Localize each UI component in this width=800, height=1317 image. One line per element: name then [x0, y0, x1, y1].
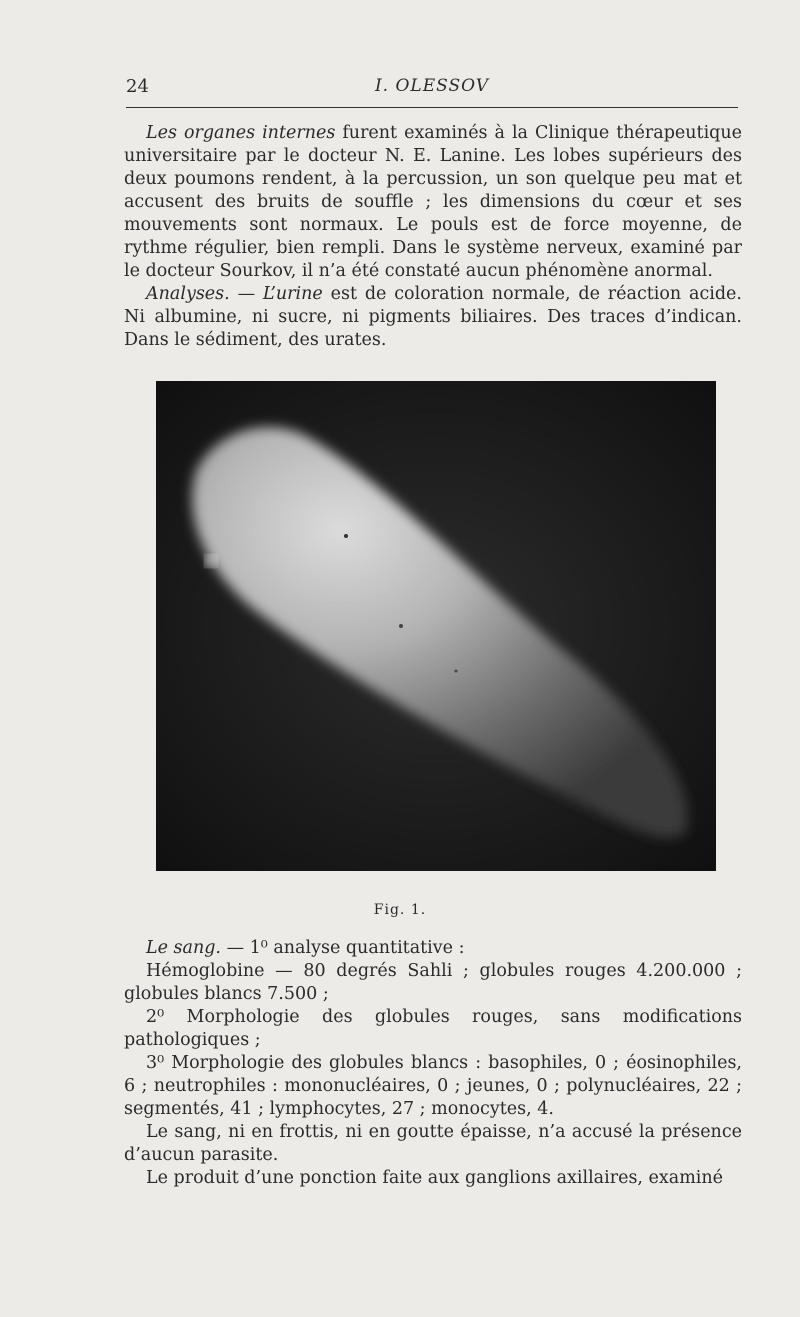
page-header — [126, 72, 738, 108]
italic-lead: Analyses. — [146, 284, 230, 304]
text-block-bottom — [124, 937, 742, 1190]
italic-lead: L’urine — [262, 284, 323, 304]
figure-photograph — [156, 381, 716, 871]
paragraph-white-cells: 3⁰ Morphologie des globules blancs : basophiles, 0 ; éosinophiles, 6 ; neutrophiles : mononucléaires, 0 ; jeunes, 0 ; polynucléaires, 22 ; segmentés, 41 ; lymphocytes, 27 ; monocytes, 4. — [124, 1053, 742, 1119]
paragraph-puncture: Le produit d’une ponction faite aux ganglions axillaires, examiné — [146, 1168, 724, 1188]
italic-lead: Les organes internes — [146, 123, 336, 143]
halftone-photo — [156, 381, 716, 871]
paragraph-red-cells: 2⁰ Morphologie des globules rouges, sans modifications pathologiques ; — [124, 1007, 742, 1050]
dash: — — [229, 284, 263, 304]
running-head: I. OLESSOV — [374, 76, 490, 96]
paragraph-text: est de coloration normale, de réaction acide. Ni albumine, ni sucre, ni pigments biliaires. Des traces d’indican. Dans le sédiment, des urates. — [124, 284, 742, 350]
paragraph-analyses — [124, 283, 742, 352]
paragraph-blood — [124, 937, 742, 960]
paragraph-hemoglobin: Hémoglobine — 80 degrés Sahli ; globules rouges 4.200.000 ; globules blancs 7.500 ; — [124, 961, 742, 1004]
paragraph-parasites: Le sang, ni en frottis, ni en goutte épaisse, n’a accusé la présence d’aucun parasite. — [124, 1122, 742, 1165]
figure-caption: Fig. 1. — [373, 902, 427, 918]
italic-lead: Le sang. — [146, 938, 221, 958]
paragraph-text: furent examinés à la Clinique thérapeutique universitaire par le docteur N. E. Lanine. Les lobes supérieurs des deux poumons rendent, à la percussion, un son quelque peu mat et accusent des bruits de souffle ; les dimensions du cœur et ses mouvements sont normaux. Le pouls est de force moyenne, de rythme régulier, bien rempli. Dans le système nerveux, examiné par le docteur Sourkov, il n’a été constaté aucun phénomène anormal. — [124, 123, 742, 281]
paragraph-internal-organs — [124, 122, 742, 283]
page-number: 24 — [126, 76, 149, 97]
paragraph-text: — 1⁰ analyse quantitative : — [221, 938, 465, 958]
text-block-top — [124, 122, 742, 352]
header-rule — [126, 107, 738, 108]
